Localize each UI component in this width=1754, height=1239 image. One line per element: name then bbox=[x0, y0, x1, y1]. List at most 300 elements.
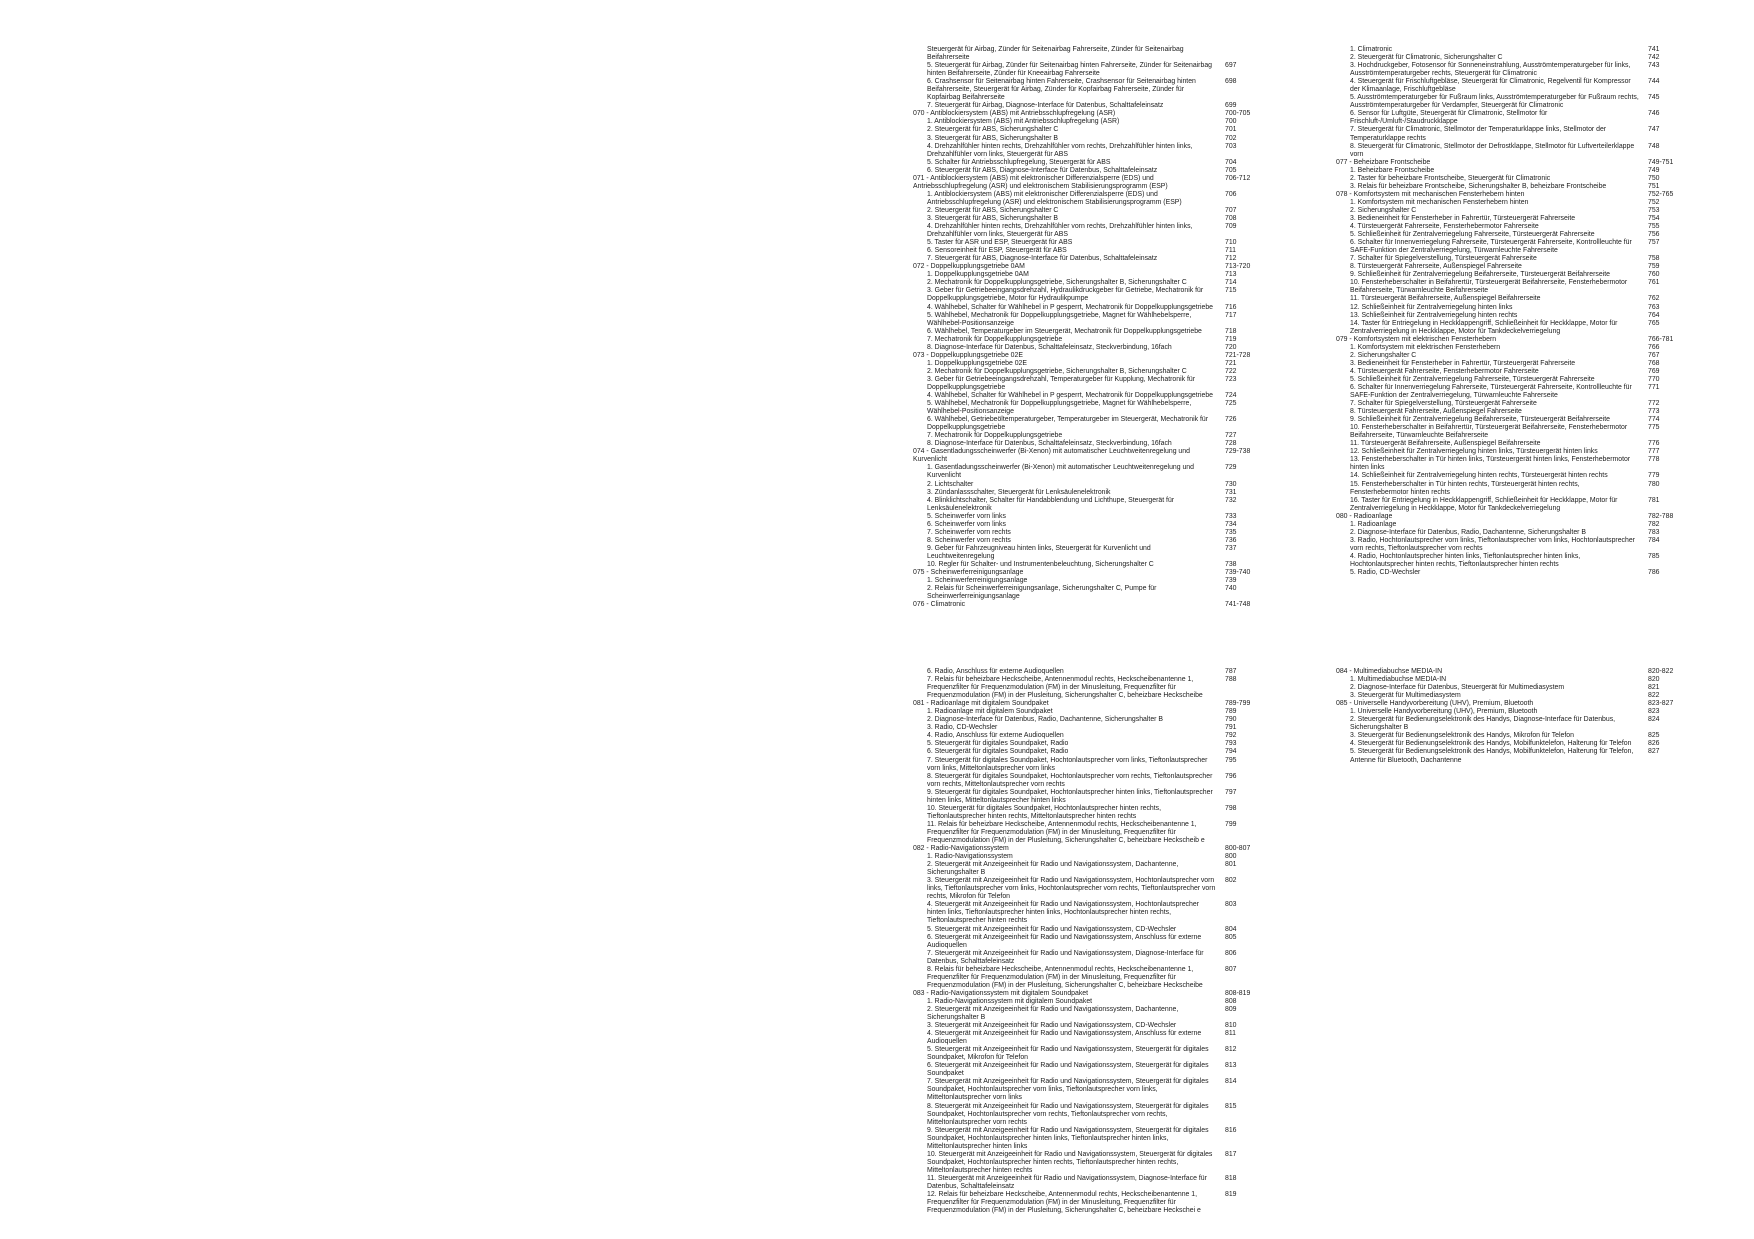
toc-page-number: 721 bbox=[1225, 359, 1237, 367]
toc-page-number: 827 bbox=[1648, 748, 1660, 756]
toc-entry-text: 6. Steuergerät für ABS, Diagnose-Interface für Datenbus, Schalttafeleinsatz bbox=[927, 166, 1158, 174]
toc-entry-text: 2. Diagnose-Interface für Datenbus, Steuergerät für Multimediasystem bbox=[1350, 684, 1565, 692]
toc-entry-text: 6. Radio, Anschluss für externe Audioquellen bbox=[927, 668, 1064, 675]
toc-page-number: 733 bbox=[1225, 512, 1237, 520]
toc-entry-row bbox=[913, 255, 1267, 263]
toc-section-row bbox=[1336, 700, 1690, 708]
toc-entry-row bbox=[913, 271, 1267, 279]
toc-entry-row bbox=[913, 757, 1267, 773]
toc-page-number: 722 bbox=[1225, 367, 1237, 375]
toc-entry-text: 1. Antiblockiersystem (ABS) mit elektronischer Differenzialsperre (EDS) und Antriebsschlupfregelung (ASR) und elektronischem Stabilisierungsprogramm (ESP) bbox=[927, 190, 1182, 206]
toc-entry-text: 12. Schließeinheit für Zentralverriegelung hinten links bbox=[1350, 303, 1513, 311]
toc-entry-text: 1. Gasentladungsscheinwerfer (Bi-Xenon) mit automatischer Leuchtweitenregelung und Kurvenlicht bbox=[927, 464, 1194, 480]
toc-entry-text: 2. Sicherungshalter C bbox=[1350, 206, 1417, 214]
toc-page-number: 799 bbox=[1225, 820, 1237, 828]
toc-page-number: 771 bbox=[1648, 383, 1660, 391]
toc-entry-row bbox=[913, 708, 1267, 716]
toc-entry-row bbox=[913, 668, 1267, 676]
toc-page-number: 714 bbox=[1225, 279, 1237, 287]
toc-entry-text: 3. Geber für Getriebeeingangsdrehzahl, Temperaturgeber für Kupplung, Mechatronik für Doppelkupplungsgetriebe bbox=[927, 375, 1195, 391]
toc-entry-row bbox=[1336, 62, 1690, 78]
toc-entry-text: 2. Diagnose-Interface für Datenbus, Radio, Dachantenne, Sicherungshalter B bbox=[1350, 528, 1586, 536]
toc-page-number: 816 bbox=[1225, 1126, 1237, 1134]
toc-entry-text: 070 - Antiblockiersystem (ABS) mit Antriebsschlupfregelung (ASR) bbox=[913, 110, 1116, 118]
toc-entry-row bbox=[913, 561, 1267, 569]
toc-entry-row bbox=[913, 239, 1267, 247]
toc-entry-text: 5. Taster für ASR und ESP, Steuergerät für ABS bbox=[927, 239, 1073, 247]
toc-entry-text: 7. Steuergerät für ABS, Diagnose-Interface für Datenbus, Schalttafeleinsatz bbox=[927, 255, 1158, 263]
toc-entry-text: 6. Sensoreinheit für ESP, Steuergerät für ABS bbox=[927, 247, 1067, 255]
toc-entry-text: 7. Mechatronik für Doppelkupplungsgetriebe bbox=[927, 335, 1063, 343]
toc-entry-text: 3. Steuergerät für Multimediasystem bbox=[1350, 692, 1461, 700]
toc-section-row bbox=[913, 569, 1267, 577]
toc-page-number: 731 bbox=[1225, 488, 1237, 496]
toc-entry-text: 1. Beheizbare Frontscheibe bbox=[1350, 166, 1435, 174]
toc-section-row bbox=[913, 448, 1267, 464]
toc-page-number: 750 bbox=[1648, 174, 1660, 182]
toc-page-number: 820-822 bbox=[1648, 668, 1674, 675]
toc-column-2 bbox=[1336, 46, 1690, 577]
toc-section-row bbox=[913, 263, 1267, 271]
toc-entry-text: 4. Drehzahlfühler hinten rechts, Drehzahlfühler vorn rechts, Drehzahlfühler hinten links, Drehzahlfühler vorn links, Steuergerät für ABS bbox=[927, 223, 1193, 239]
toc-entry-text: 2. Steuergerät für Climatronic, Sicherungshalter C bbox=[1350, 54, 1503, 62]
toc-page-number: 725 bbox=[1225, 400, 1237, 408]
toc-entry-row bbox=[1336, 740, 1690, 748]
toc-column-3 bbox=[913, 668, 1267, 1215]
toc-entry-row bbox=[1336, 400, 1690, 408]
toc-entry-row bbox=[1336, 279, 1690, 295]
toc-section-row bbox=[1336, 513, 1690, 521]
toc-entry-text: 11. Steuergerät mit Anzeigeeinheit für Radio und Navigationssystem, Diagnose-Interface für Datenbus, Schalttafeleinsatz bbox=[927, 1174, 1207, 1190]
toc-entry-row bbox=[913, 950, 1267, 966]
toc-entry-text: 072 - Doppelkupplungsgetriebe 0AM bbox=[913, 263, 1025, 271]
toc-entry-row bbox=[913, 676, 1267, 700]
toc-entry-text: 7. Steuergerät mit Anzeigeeinheit für Radio und Navigationssystem, Steuergerät für digitales Soundpaket, Hochtonlautsprecher vorn links, Tieftonlautsprecher vorn links, Mitteltonlautsprecher vorn links bbox=[927, 1078, 1209, 1102]
toc-entry-text: 9. Schließeinheit für Zentralverriegelung Beifahrerseite, Türsteuergerät Beifahrerseite bbox=[1350, 416, 1610, 424]
toc-entry-row bbox=[913, 46, 1267, 62]
toc-entry-row bbox=[1336, 46, 1690, 54]
toc-page-number: 728 bbox=[1225, 440, 1237, 448]
toc-entry-text: 4. Wählhebel, Schalter für Wählhebel in P gesperrt, Mechatronik für Doppelkupplungsgetriebe bbox=[927, 303, 1213, 311]
toc-page-number: 752-765 bbox=[1648, 190, 1674, 198]
toc-entry-text: 5. Schließeinheit für Zentralverriegelung Fahrerseite, Türsteuergerät Fahrerseite bbox=[1350, 231, 1595, 239]
toc-page-number: 764 bbox=[1648, 311, 1660, 319]
toc-page-number: 734 bbox=[1225, 520, 1237, 528]
toc-page-number: 807 bbox=[1225, 965, 1237, 973]
toc-entry-text: 9. Steuergerät mit Anzeigeeinheit für Radio und Navigationssystem, Steuergerät für digitales Soundpaket, Hochtonlautsprecher hinten links, Tieftonlautsprecher hinten links, Mitteltonlautsprecher hinten links bbox=[927, 1126, 1209, 1150]
toc-entry-row bbox=[1336, 384, 1690, 400]
toc-entry-text: 6. Sensor für Luftgüte, Steuergerät für Climatronic, Stellmotor für Frischluft-/Umluft-/Staudruckklappe bbox=[1350, 110, 1548, 126]
toc-page-number: 715 bbox=[1225, 287, 1237, 295]
toc-page-number: 700 bbox=[1225, 118, 1237, 126]
toc-entry-row bbox=[1336, 481, 1690, 497]
toc-entry-text: 8. Relais für beheizbare Heckscheibe, Antennenmodul rechts, Heckscheibenantenne 1, Frequenzfilter für Frequenzmodulation (FM) in der Minusleitung, Frequenzfilter für Frequenzmodulation (FM) in der Plusleitung, Sicherungshalter C, beheizbare Heckscheibe bbox=[927, 965, 1203, 989]
toc-entry-text: 8. Scheinwerfer vorn rechts bbox=[927, 536, 1011, 544]
toc-entry-text: 8. Steuergerät mit Anzeigeeinheit für Radio und Navigationssystem, Steuergerät für digitales Soundpaket, Hochtonlautsprecher vorn rechts, Tieftonlautsprecher vorn rechts, Mitteltonlautsprecher vorn rechts bbox=[927, 1102, 1209, 1126]
toc-entry-row bbox=[913, 126, 1267, 134]
toc-page-number: 723 bbox=[1225, 375, 1237, 383]
toc-section-row bbox=[913, 990, 1267, 998]
toc-page-number: 782-788 bbox=[1648, 512, 1674, 520]
toc-entry-text: 3. Zündanlassschalter, Steuergerät für Lenksäulenelektronik bbox=[927, 488, 1111, 496]
toc-entry-row bbox=[1336, 167, 1690, 175]
toc-page-number: 707 bbox=[1225, 206, 1237, 214]
toc-page-number: 741 bbox=[1648, 46, 1660, 53]
toc-entry-text: 074 - Gasentladungsscheinwerfer (Bi-Xenon) mit automatischer Leuchtweitenregelung und Kurvenlicht bbox=[913, 448, 1190, 464]
toc-entry-row bbox=[1336, 376, 1690, 384]
toc-entry-row bbox=[1336, 521, 1690, 529]
toc-page-number: 787 bbox=[1225, 668, 1237, 675]
toc-page-number: 794 bbox=[1225, 748, 1237, 756]
toc-page-number: 784 bbox=[1648, 536, 1660, 544]
toc-entry-row bbox=[913, 521, 1267, 529]
toc-entry-text: 8. Türsteuergerät Fahrerseite, Außenspiegel Fahrerseite bbox=[1350, 263, 1522, 271]
toc-page-number: 711 bbox=[1225, 247, 1236, 255]
toc-entry-row bbox=[913, 392, 1267, 400]
toc-entry-row bbox=[913, 247, 1267, 255]
toc-page-number: 797 bbox=[1225, 788, 1237, 796]
toc-entry-text: 1. Komfortsystem mit elektrischen Fensterhebern bbox=[1350, 343, 1501, 351]
toc-page-number: 719 bbox=[1225, 335, 1237, 343]
toc-entry-text: 2. Steuergerät mit Anzeigeeinheit für Radio und Navigationssystem, Dachantenne, Sicherungshalter B bbox=[927, 861, 1179, 877]
toc-entry-text: 5. Radio, CD-Wechsler bbox=[1350, 569, 1421, 577]
toc-entry-text: 6. Steuergerät mit Anzeigeeinheit für Radio und Navigationssystem, Anschluss für externe Audioquellen bbox=[927, 933, 1202, 949]
toc-page-number: 730 bbox=[1225, 480, 1237, 488]
toc-entry-row bbox=[913, 223, 1267, 239]
toc-page-number: 805 bbox=[1225, 933, 1237, 941]
toc-page-number: 814 bbox=[1225, 1078, 1237, 1086]
toc-entry-text: 7. Relais für beheizbare Heckscheibe, Antennenmodul rechts, Heckscheibenantenne 1, Frequenzfilter für Frequenzmodulation (FM) in der Minusleitung, Frequenzfilter für Frequenzmodulation (FM) in der Plusleitung, Sicherungshalter C, beheizbare Heckscheibe bbox=[927, 676, 1203, 700]
toc-entry-row bbox=[913, 853, 1267, 861]
toc-page-number: 761 bbox=[1648, 279, 1660, 287]
toc-entry-row bbox=[1336, 304, 1690, 312]
toc-section-row bbox=[913, 352, 1267, 360]
toc-page-number: 777 bbox=[1648, 448, 1660, 456]
toc-page-number: 812 bbox=[1225, 1046, 1237, 1054]
toc-entry-row bbox=[913, 998, 1267, 1006]
toc-entry-text: 5. Scheinwerfer vorn links bbox=[927, 512, 1006, 520]
toc-entry-text: 3. Radio, Hochtonlautsprecher vorn links, Tieftonlautsprecher vorn links, Hochtonlautsprecher vorn rechts, Tieftonlautsprecher vorn rechts bbox=[1350, 536, 1635, 552]
toc-entry-text: 071 - Antiblockiersystem (ABS) mit elektronischer Differenzialsperre (EDS) und Antriebsschlupfregelung (ASR) und elektronischem Stabilisierungsprogramm (ESP) bbox=[913, 174, 1168, 190]
toc-entry-text: 077 - Beheizbare Frontscheibe bbox=[1336, 158, 1431, 166]
toc-entry-row bbox=[913, 877, 1267, 901]
toc-entry-row bbox=[1336, 569, 1690, 577]
toc-entry-text: 3. Relais für beheizbare Frontscheibe, Sicherungshalter B, beheizbare Frontscheibe bbox=[1350, 182, 1607, 190]
toc-entry-text: 083 - Radio-Navigationssystem mit digitalem Soundpaket bbox=[913, 989, 1089, 997]
toc-page-number: 808-819 bbox=[1225, 989, 1251, 997]
toc-page-number: 700-705 bbox=[1225, 110, 1251, 118]
toc-entry-text: 14. Taster für Entriegelung in Heckklappengriff, Schließeinheit für Heckklappe, Motor für Zentralverriegelung in Heckklappe, Motor für Tankdeckelverriegelung bbox=[1350, 319, 1618, 335]
toc-entry-text: 080 - Radioanlage bbox=[1336, 512, 1393, 520]
toc-entry-text: 14. Schließeinheit für Zentralverriegelung hinten rechts, Türsteuergerät hinten rechts bbox=[1350, 472, 1608, 480]
toc-page-number: 721-728 bbox=[1225, 351, 1251, 359]
toc-entry-row bbox=[1336, 312, 1690, 320]
toc-page-number: 823 bbox=[1648, 708, 1660, 716]
toc-entry-text: 7. Schalter für Spiegelverstellung, Türsteuergerät Fahrerseite bbox=[1350, 255, 1537, 263]
toc-page-number: 753 bbox=[1648, 206, 1660, 214]
toc-entry-row bbox=[1336, 408, 1690, 416]
toc-entry-row bbox=[913, 1078, 1267, 1102]
toc-page-number: 718 bbox=[1225, 327, 1237, 335]
toc-entry-row bbox=[913, 748, 1267, 756]
toc-page-number: 798 bbox=[1225, 804, 1237, 812]
toc-entry-text: 1. Radio-Navigationssystem bbox=[927, 853, 1013, 861]
toc-entry-text: 7. Schalter für Spiegelverstellung, Türsteuergerät Fahrerseite bbox=[1350, 400, 1537, 408]
toc-entry-row bbox=[1336, 472, 1690, 480]
toc-page-number: 752 bbox=[1648, 198, 1660, 206]
toc-entry-text: 7. Steuergerät für digitales Soundpaket, Hochtonlautsprecher vorn links, Tieftonlautsprecher vorn links, Mitteltonlautsprecher vorn links bbox=[927, 756, 1208, 772]
toc-page-number: 762 bbox=[1648, 295, 1660, 303]
toc-page-number: 755 bbox=[1648, 223, 1660, 231]
toc-entry-text: 2. Steuergerät für Bedienungselektronik des Handys, Diagnose-Interface für Datenbus, Sicherungshalter B bbox=[1350, 716, 1616, 732]
toc-entry-row bbox=[913, 1127, 1267, 1151]
toc-entry-text: 4. Blinklichtschalter, Schalter für Handabblendung und Lichthupe, Steuergerät für Lenksäulenelektronik bbox=[927, 496, 1175, 512]
toc-page-number: 795 bbox=[1225, 756, 1237, 764]
toc-entry-text: 081 - Radioanlage mit digitalem Soundpaket bbox=[913, 700, 1049, 708]
toc-page-number: 703 bbox=[1225, 142, 1237, 150]
toc-entry-text: 5. Wählhebel, Mechatronik für Doppelkupplungsgetriebe, Magnet für Wählhebelsperre, Wählhebel-Positionsanzeige bbox=[927, 400, 1192, 416]
toc-page-number: 821 bbox=[1648, 684, 1660, 692]
toc-entry-text: 082 - Radio-Navigationssystem bbox=[913, 845, 1009, 853]
toc-entry-text: 13. Schließeinheit für Zentralverriegelung hinten rechts bbox=[1350, 311, 1518, 319]
toc-page-number: 789-799 bbox=[1225, 700, 1251, 708]
toc-page-number: 759 bbox=[1648, 263, 1660, 271]
toc-page-number: 751 bbox=[1648, 182, 1660, 190]
toc-entry-text: 1. Universelle Handyvorbereitung (UHV), Premium, Bluetooth bbox=[1350, 708, 1538, 716]
toc-entry-text: 4. Radio, Hochtonlautsprecher hinten links, Tieftonlautsprecher hinten links, Hochtonlautsprecher hinten rechts, Tieftonlautsprecher hinten rechts bbox=[1350, 552, 1581, 568]
toc-entry-text: 4. Drehzahlfühler hinten rechts, Drehzahlfühler vorn rechts, Drehzahlfühler hinten links, Drehzahlfühler vorn links, Steuergerät für ABS bbox=[927, 142, 1193, 158]
toc-entry-row bbox=[913, 740, 1267, 748]
toc-entry-row bbox=[913, 304, 1267, 312]
toc-entry-text: 4. Radio, Anschluss für externe Audioquellen bbox=[927, 732, 1064, 740]
toc-entry-row bbox=[1336, 692, 1690, 700]
toc-entry-row bbox=[1336, 110, 1690, 126]
toc-entry-text: 1. Komfortsystem mit mechanischen Fensterhebern hinten bbox=[1350, 198, 1529, 206]
toc-entry-row bbox=[913, 805, 1267, 821]
toc-page-number: 745 bbox=[1648, 94, 1660, 102]
toc-page-number: 710 bbox=[1225, 239, 1237, 247]
toc-page-number: 810 bbox=[1225, 1022, 1237, 1030]
toc-page-number: 796 bbox=[1225, 772, 1237, 780]
toc-entry-text: 13. Fensterheberschalter in Tür hinten links, Türsteuergerät hinten links, Fensterhebermotor hinten links bbox=[1350, 456, 1631, 472]
toc-entry-text: 15. Fensterheberschalter in Tür hinten rechts, Türsteuergerät hinten rechts, Fensterhebermotor hinten rechts bbox=[1350, 480, 1580, 496]
toc-section-row bbox=[913, 175, 1267, 191]
toc-page-number: 773 bbox=[1648, 408, 1660, 416]
toc-page-number: 697 bbox=[1225, 62, 1237, 70]
toc-entry-text: 6. Schalter für Innenverriegelung Fahrerseite, Türsteuergerät Fahrerseite, Kontrollleuchte für SAFE-Funktion der Zentralverriegelung, Türwarnleuchte Fahrerseite bbox=[1350, 239, 1632, 255]
toc-page-number: 775 bbox=[1648, 424, 1660, 432]
toc-page-number: 801 bbox=[1225, 861, 1237, 869]
toc-page-number: 765 bbox=[1648, 319, 1660, 327]
toc-entry-row bbox=[913, 78, 1267, 102]
toc-page-number: 804 bbox=[1225, 925, 1237, 933]
toc-page-number: 735 bbox=[1225, 528, 1237, 536]
toc-entry-text: 1. Multimediabuchse MEDIA-IN bbox=[1350, 676, 1447, 684]
toc-entry-row bbox=[913, 1046, 1267, 1062]
toc-entry-row bbox=[913, 773, 1267, 789]
toc-entry-text: 11. Türsteuergerät Beifahrerseite, Außenspiegel Beifahrerseite bbox=[1350, 440, 1541, 448]
toc-page-number: 779 bbox=[1648, 472, 1660, 480]
toc-entry-text: 1. Radio-Navigationssystem mit digitalem Soundpaket bbox=[927, 997, 1093, 1005]
toc-entry-row bbox=[913, 732, 1267, 740]
toc-entry-row bbox=[1336, 448, 1690, 456]
toc-page-number: 781 bbox=[1648, 496, 1660, 504]
toc-entry-text: 7. Mechatronik für Doppelkupplungsgetriebe bbox=[927, 432, 1063, 440]
toc-entry-row bbox=[913, 1191, 1267, 1215]
toc-page-number: 757 bbox=[1648, 239, 1660, 247]
toc-page-number: 726 bbox=[1225, 416, 1237, 424]
toc-entry-row bbox=[913, 440, 1267, 448]
toc-page-number: 739-740 bbox=[1225, 569, 1251, 577]
toc-entry-text: 4. Wählhebel, Schalter für Wählhebel in P gesperrt, Mechatronik für Doppelkupplungsgetriebe bbox=[927, 392, 1213, 400]
toc-entry-text: 6. Schalter für Innenverriegelung Fahrerseite, Türsteuergerät Fahrerseite, Kontrollleuchte für SAFE-Funktion der Zentralverriegelung, Türwarnleuchte Fahrerseite bbox=[1350, 383, 1632, 400]
toc-entry-row bbox=[913, 368, 1267, 376]
toc-page-number: 819 bbox=[1225, 1191, 1237, 1199]
toc-page-number: 754 bbox=[1648, 214, 1660, 222]
toc-page-number: 791 bbox=[1225, 724, 1237, 732]
toc-entry-text: 7. Steuergerät für Climatronic, Stellmotor der Temperaturklappe links, Stellmotor der Temperaturklappe rechts bbox=[1350, 126, 1607, 142]
toc-entry-row bbox=[1336, 537, 1690, 553]
toc-column-1 bbox=[913, 46, 1267, 609]
toc-page-number: 704 bbox=[1225, 158, 1237, 166]
toc-entry-text: 10. Fensterheberschalter in Beifahrertür, Türsteuergerät Beifahrerseite, Fensterhebermotor Beifahrerseite, Türwarnleuchte Beifahrerseite bbox=[1350, 424, 1628, 440]
toc-page-number: 748 bbox=[1648, 142, 1660, 150]
toc-page-number: 803 bbox=[1225, 901, 1237, 909]
toc-entry-row bbox=[1336, 748, 1690, 764]
toc-page-number: 746 bbox=[1648, 110, 1660, 118]
toc-entry-text: 1. Scheinwerferreinigungsanlage bbox=[927, 577, 1028, 585]
toc-page-number: 724 bbox=[1225, 392, 1237, 400]
toc-entry-row bbox=[1336, 183, 1690, 191]
toc-entry-text: 5. Steuergerät für digitales Soundpaket, Radio bbox=[927, 740, 1069, 748]
toc-page-number: 809 bbox=[1225, 1005, 1237, 1013]
toc-entry-text: 10. Regler für Schalter- und Instrumentenbeleuchtung, Sicherungshalter C bbox=[927, 561, 1154, 568]
toc-page-number: 824 bbox=[1648, 716, 1660, 724]
toc-entry-text: 6. Crashsensor für Seitenairbag hinten Fahrerseite, Crashsensor für Seitenairbag hinten Beifahrerseite, Steuergerät für Airbag, Zünder für Kopfairbag Fahrerseite, Zünder für Kopfairbag Beifahrerseite bbox=[927, 78, 1196, 102]
toc-page-number: 742 bbox=[1648, 54, 1660, 62]
toc-entry-text: 3. Geber für Getriebeeingangsdrehzahl, Hydraulikdruckgeber für Getriebe, Mechatronik für Doppelkupplungsgetriebe, Motor für Hydraulikpumpe bbox=[927, 287, 1204, 303]
toc-entry-text: 9. Steuergerät für digitales Soundpaket, Hochtonlautsprecher hinten links, Tieftonlautsprecher hinten links, Mitteltonlautsprecher hinten links bbox=[927, 788, 1213, 804]
toc-entry-row bbox=[1336, 143, 1690, 159]
toc-entry-row bbox=[913, 143, 1267, 159]
toc-page-number: 823-827 bbox=[1648, 700, 1674, 708]
toc-entry-row bbox=[1336, 352, 1690, 360]
toc-page-number: 756 bbox=[1648, 231, 1660, 239]
toc-entry-text: 8. Diagnose-Interface für Datenbus, Schalttafeleinsatz, Steckverbindung, 16fach bbox=[927, 440, 1172, 448]
toc-entry-text: 5. Schalter für Antriebsschlupfregelung, Steuergerät für ABS bbox=[927, 158, 1111, 166]
toc-section-row bbox=[913, 700, 1267, 708]
toc-entry-row bbox=[1336, 223, 1690, 231]
toc-entry-row bbox=[913, 861, 1267, 877]
toc-page-number: 802 bbox=[1225, 877, 1237, 885]
toc-entry-row bbox=[1336, 732, 1690, 740]
toc-entry-text: 2. Steuergerät für ABS, Sicherungshalter C bbox=[927, 126, 1059, 134]
toc-entry-row bbox=[913, 716, 1267, 724]
toc-entry-row bbox=[913, 360, 1267, 368]
toc-entry-text: 5. Steuergerät mit Anzeigeeinheit für Radio und Navigationssystem, CD-Wechsler bbox=[927, 925, 1177, 933]
toc-entry-text: 3. Bedieneinheit für Fensterheber in Fahrertür, Türsteuergerät Fahrerseite bbox=[1350, 214, 1576, 222]
toc-page-number: 782 bbox=[1648, 520, 1660, 528]
toc-entry-text: 075 - Scheinwerferreinigungsanlage bbox=[913, 569, 1024, 577]
toc-entry-text: 6. Steuergerät für digitales Soundpaket, Radio bbox=[927, 748, 1069, 756]
toc-page-number: 706 bbox=[1225, 190, 1237, 198]
toc-entry-row bbox=[913, 464, 1267, 480]
toc-page-number: 758 bbox=[1648, 255, 1660, 263]
toc-entry-text: 3. Steuergerät für ABS, Sicherungshalter B bbox=[927, 134, 1058, 142]
toc-entry-row bbox=[913, 1062, 1267, 1078]
toc-entry-row bbox=[1336, 529, 1690, 537]
toc-page-number: 701 bbox=[1225, 126, 1237, 134]
toc-entry-text: 076 - Climatronic bbox=[913, 601, 966, 609]
toc-page-number: 698 bbox=[1225, 78, 1237, 86]
toc-page-number: 702 bbox=[1225, 134, 1237, 142]
toc-entry-text: 2. Taster für beheizbare Frontscheibe, Steuergerät für Climatronic bbox=[1350, 174, 1551, 182]
toc-entry-row bbox=[913, 489, 1267, 497]
toc-entry-row bbox=[913, 328, 1267, 336]
toc-page-number: 763 bbox=[1648, 303, 1660, 311]
toc-entry-text: 085 - Universelle Handyvorbereitung (UHV), Premium, Bluetooth bbox=[1336, 700, 1534, 708]
toc-page-number: 793 bbox=[1225, 740, 1237, 748]
toc-entry-text: 10. Steuergerät für digitales Soundpaket, Hochtonlautsprecher hinten rechts, Tieftonlautsprecher hinten rechts, Mitteltonlautsprecher hinten rechts bbox=[927, 804, 1162, 820]
toc-entry-row bbox=[913, 279, 1267, 287]
toc-entry-row bbox=[1336, 271, 1690, 279]
toc-page-number: 790 bbox=[1225, 716, 1237, 724]
toc-entry-text: 3. Steuergerät für ABS, Sicherungshalter B bbox=[927, 214, 1058, 222]
toc-page-number: 778 bbox=[1648, 456, 1660, 464]
toc-entry-text: 2. Mechatronik für Doppelkupplungsgetriebe, Sicherungshalter B, Sicherungshalter C bbox=[927, 279, 1187, 287]
toc-entry-text: 10. Steuergerät mit Anzeigeeinheit für Radio und Navigationssystem, Steuergerät für digitales Soundpaket, Hochtonlautsprecher hinten rechts, Tieftonlautsprecher hinten rechts, Mitteltonlautsprecher hinten rechts bbox=[927, 1150, 1213, 1174]
toc-entry-text: 1. Climatronic bbox=[1350, 46, 1393, 53]
toc-entry-text: Steuergerät für Airbag, Zünder für Seitenairbag Fahrerseite, Zünder für Seitenairbag Beifahrerseite bbox=[927, 46, 1184, 62]
toc-entry-text: 1. Doppelkupplungsgetriebe 02E bbox=[927, 359, 1027, 367]
toc-entry-row bbox=[913, 497, 1267, 513]
toc-entry-row bbox=[913, 1006, 1267, 1022]
toc-page-number: 826 bbox=[1648, 740, 1660, 748]
toc-section-row bbox=[913, 845, 1267, 853]
toc-page-number: 709 bbox=[1225, 223, 1237, 231]
toc-entry-text: 5. Wählhebel, Mechatronik für Doppelkupplungsgetriebe, Magnet für Wählhebelsperre, Wählhebel-Positionsanzeige bbox=[927, 311, 1192, 327]
toc-entry-row bbox=[913, 901, 1267, 925]
toc-entry-row bbox=[1336, 255, 1690, 263]
toc-page-number: 713-720 bbox=[1225, 263, 1251, 271]
toc-page-number: 770 bbox=[1648, 375, 1660, 383]
toc-entry-text: 3. Radio, CD-Wechsler bbox=[927, 724, 998, 732]
toc-entry-row bbox=[1336, 94, 1690, 110]
toc-entry-text: 079 - Komfortsystem mit elektrischen Fensterhebern bbox=[1336, 335, 1497, 343]
toc-entry-text: 3. Bedieneinheit für Fensterheber in Fahrertür, Türsteuergerät Fahrerseite bbox=[1350, 359, 1576, 367]
toc-entry-row bbox=[1336, 708, 1690, 716]
toc-page-number: 747 bbox=[1648, 126, 1660, 134]
toc-entry-text: 2. Steuergerät für ABS, Sicherungshalter C bbox=[927, 206, 1059, 214]
toc-entry-row bbox=[913, 215, 1267, 223]
toc-page-number: 712 bbox=[1225, 255, 1237, 263]
toc-page-number: 732 bbox=[1225, 496, 1237, 504]
toc-page-number: 806 bbox=[1225, 949, 1237, 957]
toc-page-number: 766-781 bbox=[1648, 335, 1674, 343]
toc-entry-row bbox=[1336, 78, 1690, 94]
toc-page-number: 811 bbox=[1225, 1030, 1236, 1038]
toc-entry-row bbox=[1336, 231, 1690, 239]
toc-page-number: 800 bbox=[1225, 853, 1237, 861]
toc-page-number: 813 bbox=[1225, 1062, 1237, 1070]
toc-page-number: 786 bbox=[1648, 569, 1660, 577]
toc-entry-text: 1. Antiblockiersystem (ABS) mit Antriebsschlupfregelung (ASR) bbox=[927, 118, 1120, 126]
toc-entry-row bbox=[913, 724, 1267, 732]
toc-entry-row bbox=[913, 1175, 1267, 1191]
toc-entry-row bbox=[913, 529, 1267, 537]
toc-entry-row bbox=[913, 513, 1267, 521]
toc-page-number: 783 bbox=[1648, 528, 1660, 536]
